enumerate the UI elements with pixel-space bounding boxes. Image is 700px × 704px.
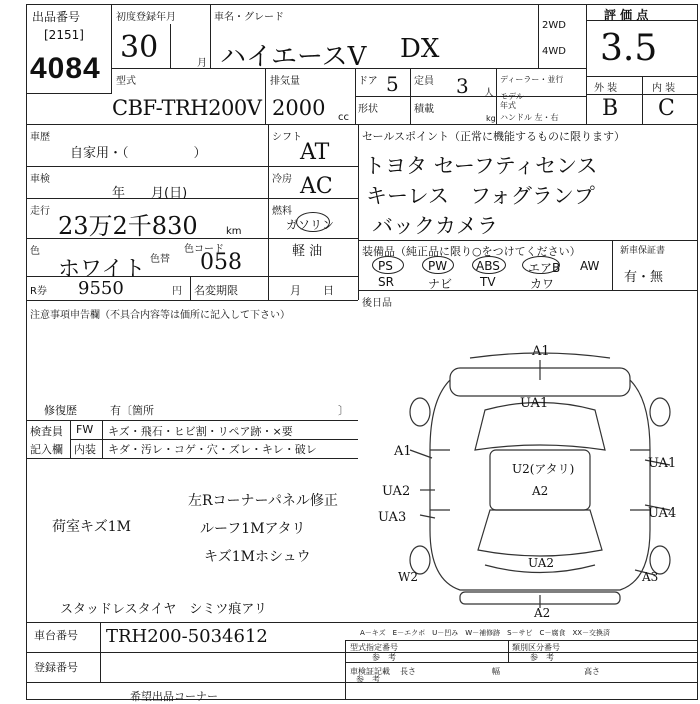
fuel-gasoline: ガソリン	[286, 218, 335, 232]
mark-w2: W2	[398, 570, 418, 584]
chassis-value: TRH200-5034612	[106, 626, 268, 647]
history-label: 車歴	[30, 132, 50, 143]
fuel-label: 燃料	[272, 206, 292, 217]
size-ref: 参 考	[356, 675, 380, 684]
ac-value: AC	[300, 174, 333, 199]
title-value: 月 日	[290, 284, 334, 297]
mark-a2-bottom: A2	[534, 606, 551, 620]
inspection-label: 車検	[30, 174, 50, 185]
mark-ua1-top: UA1	[520, 396, 549, 411]
warranty-value: 有・無	[624, 270, 664, 285]
model-spec-label: 型式指定番号	[350, 643, 398, 652]
equip-ps: PS	[378, 259, 393, 273]
mark-ua2-left: UA2	[382, 484, 411, 499]
inspector-note-1: 左Rコーナーパネル修正	[188, 493, 338, 509]
drive-2wd: 2WD	[542, 20, 566, 31]
capacity-label: 定員	[414, 76, 434, 87]
mark-ua4-right: UA4	[648, 506, 677, 521]
color-code-value: 058	[200, 250, 242, 275]
model-year-label: モデル年式	[500, 92, 524, 110]
later-items-label: 後日品	[362, 298, 392, 309]
load-label: 積載	[414, 104, 434, 115]
notes-label: 注意事項申告欄（不具合内容等は価所に記入して下さい）	[30, 310, 290, 321]
inspector-note-3: キズ1Mホシュウ	[204, 549, 311, 565]
first-reg-value: 30	[120, 30, 159, 65]
recycle-label: R券	[30, 286, 47, 297]
kg-unit: kg	[486, 114, 496, 123]
equip-navi: ナビ	[428, 277, 453, 291]
sales-points-label: セールスポイント（正常に機能するものに限ります）	[362, 130, 626, 143]
name-grade-label: 車名・グレード	[214, 12, 284, 23]
equip-pw: PW	[428, 259, 448, 273]
inspector-left-note: 荷室キズ1M	[52, 519, 131, 535]
rating-value: 3.5	[600, 28, 658, 69]
size-label: 車検証記載	[350, 667, 390, 676]
color-change-label: 色替	[150, 254, 170, 265]
recycle-value: 9550	[78, 278, 124, 299]
width-label: 幅	[492, 667, 500, 676]
lot-number: 4084	[30, 52, 101, 85]
model-label: 型式	[116, 76, 136, 87]
mark-ua3-left: UA3	[378, 510, 407, 525]
class-ref: 参 考	[530, 653, 554, 662]
color-code-label: 色コード	[184, 244, 224, 255]
length-label: 長さ	[400, 667, 416, 676]
recycle-unit: 円	[172, 286, 182, 297]
exterior-label: 外 装	[594, 83, 618, 94]
repair-close: 〕	[338, 404, 349, 417]
mark-u2: U2(アタリ)	[512, 462, 575, 476]
mileage-unit: km	[226, 226, 242, 237]
lot-label: 出品番号	[32, 10, 81, 24]
door-value: 5	[386, 72, 399, 96]
fw-text: キズ・飛石・ヒビ割・リペア跡・×要	[108, 425, 293, 438]
sales-point-3: バックカメラ	[372, 214, 498, 238]
inspector-label-2: 記入欄	[30, 443, 63, 456]
interior-label: 内 装	[652, 83, 676, 94]
inspection-value: 年 月(日)	[112, 186, 188, 201]
first-reg-label: 初度登録年月	[116, 12, 176, 23]
model-spec-ref: 参 考	[372, 653, 396, 662]
corner-label: 希望出品コーナー	[130, 690, 218, 703]
mileage-value: 23万2千830	[58, 212, 198, 240]
fuel-circle	[296, 212, 330, 232]
drive-4wd: 4WD	[542, 46, 566, 57]
rating-label: 評 価 点	[604, 8, 649, 22]
repair-history-label: 修復歴	[44, 404, 77, 417]
car-grade: DX	[400, 34, 440, 64]
interior-inspect-label: 内装	[74, 443, 96, 456]
cc-unit: cc	[338, 112, 349, 123]
class-label: 類別区分番号	[512, 643, 560, 652]
warranty-label: 新車保証書	[620, 246, 666, 256]
fw-label: FW	[76, 423, 94, 436]
shape-label: 形状	[358, 104, 378, 115]
car-name: ハイエースV	[220, 42, 367, 72]
handle-label: ハンドル 左・右	[500, 113, 559, 122]
capacity-value: 3	[456, 74, 469, 98]
sales-point-2: キーレス フォグランプ	[366, 184, 595, 208]
month-unit: 月	[197, 58, 207, 69]
door-label: ドア	[358, 76, 378, 87]
equip-tv: TV	[480, 275, 496, 289]
reg-label: 登録番号	[34, 661, 78, 674]
inspector-bottom-note: スタッドレスタイヤ シミツ痕アリ	[60, 602, 267, 617]
shift-label: シフト	[272, 132, 302, 143]
color-label: 色	[30, 246, 40, 257]
inspector-note-2: ルーフ1Mアタリ	[200, 521, 306, 537]
displacement-label: 排気量	[270, 76, 300, 87]
equip-abs: ABS	[476, 259, 500, 273]
ac-label: 冷房	[272, 174, 292, 185]
person-unit: 人	[484, 88, 494, 99]
equip-kawa: カワ	[530, 277, 555, 291]
color-value: ホワイト	[58, 257, 146, 282]
mileage-label: 走行	[30, 206, 50, 217]
model-value: CBF-TRH200V	[112, 96, 262, 120]
lot-sub: [2151]	[44, 28, 84, 42]
interior-value: C	[658, 96, 675, 121]
inspector-label-1: 検査員	[30, 425, 63, 438]
mark-ua2-rear: UA2	[528, 556, 555, 570]
sales-point-1: トヨタ セーフティセンス	[364, 154, 598, 178]
history-value: 自家用・（ ）	[70, 146, 207, 161]
dealer-label: ディーラー・並行	[500, 75, 564, 84]
equipment-label: 装備品（純正品に限り○をつけてください）	[362, 245, 581, 258]
equip-sr: SR	[378, 275, 394, 289]
mark-a2-center: A2	[532, 484, 549, 498]
chassis-label: 車台番号	[34, 629, 78, 642]
equip-aw: AW	[580, 259, 600, 273]
equip-airbag: エアB	[528, 261, 561, 275]
title-label: 名変期限	[194, 284, 238, 297]
exterior-value: B	[602, 96, 619, 121]
shift-value: AT	[300, 140, 330, 165]
mark-a3-right: A3	[642, 570, 659, 584]
mark-ua1-right: UA1	[648, 456, 677, 471]
mark-a1-left: A1	[394, 444, 412, 459]
interior-inspect-text: キダ・汚レ・コゲ・穴・ズレ・キレ・破レ	[108, 443, 317, 456]
repair-history-value: 有〔箇所	[110, 404, 154, 417]
diagram-legend: A－キズ E－エクボ U－凹み W－補修跡 S－サビ C－腐食 XX－交換済	[360, 629, 611, 637]
displacement-value: 2000	[272, 96, 326, 120]
height-label: 高さ	[584, 667, 600, 676]
mark-a1-top: A1	[532, 344, 550, 359]
fuel-diesel: 軽 油	[292, 244, 323, 259]
